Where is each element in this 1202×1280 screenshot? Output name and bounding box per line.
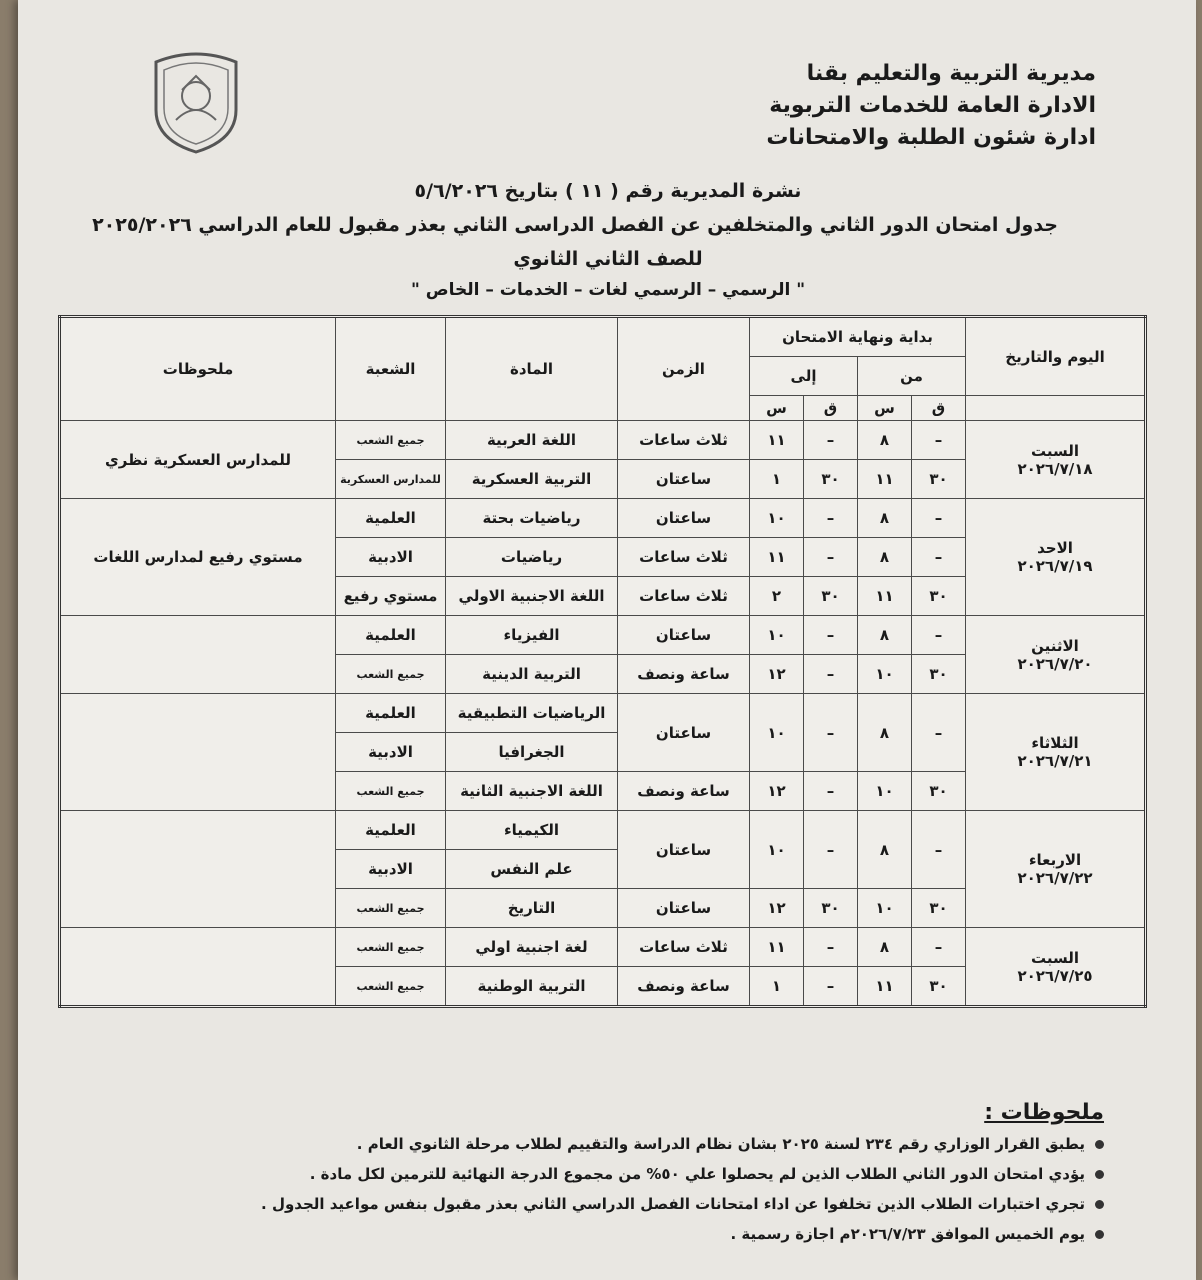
to-minutes: – xyxy=(804,421,858,460)
from-hours: ٨ xyxy=(858,928,912,967)
directorate-header xyxy=(766,58,1096,154)
from-hours: ١٠ xyxy=(858,655,912,694)
header-day-date: اليوم والتاريخ xyxy=(966,317,1146,396)
subject-cell: الكيمياء xyxy=(446,811,618,850)
from-hours: ٨ xyxy=(858,421,912,460)
to-hours: ١٠ xyxy=(750,694,804,772)
to-hours: ١ xyxy=(750,460,804,499)
branch-cell: جميع الشعب xyxy=(336,928,446,967)
header-duration: الزمن xyxy=(618,317,750,421)
to-minutes: – xyxy=(804,928,858,967)
duration-cell: ثلاث ساعات xyxy=(618,538,750,577)
to-hours: ١٠ xyxy=(750,499,804,538)
from-hours: ١١ xyxy=(858,460,912,499)
subject-cell: الجغرافيا xyxy=(446,733,618,772)
duration-cell: ساعة ونصف xyxy=(618,967,750,1007)
remark-cell xyxy=(60,928,336,1007)
subject-cell: رياضيات بحتة xyxy=(446,499,618,538)
to-hours: ٢ xyxy=(750,577,804,616)
to-hours: ١ xyxy=(750,967,804,1007)
from-minutes: ٣٠ xyxy=(912,460,966,499)
table-row xyxy=(60,616,1146,655)
from-minutes: – xyxy=(912,616,966,655)
day-cell: الاثنين ٢٠٢٦/٧/٢٠ xyxy=(966,616,1146,694)
document-page xyxy=(18,0,1196,1280)
duration-cell: ثلاث ساعات xyxy=(618,421,750,460)
subject-cell: التربية الوطنية xyxy=(446,967,618,1007)
branch-cell: العلمية xyxy=(336,694,446,733)
subject-cell: علم النفس xyxy=(446,850,618,889)
header-start-end: بداية ونهاية الامتحان xyxy=(750,317,966,357)
bullet-icon xyxy=(1095,1140,1104,1149)
to-minutes: – xyxy=(804,616,858,655)
subject-cell: التربية العسكرية xyxy=(446,460,618,499)
notes-section xyxy=(104,1100,1104,1255)
bullet-icon xyxy=(1095,1230,1104,1239)
duration-cell: ساعة ونصف xyxy=(618,772,750,811)
subject-cell: الفيزياء xyxy=(446,616,618,655)
duration-cell: ساعتان xyxy=(618,499,750,538)
note-item: يوم الخميس الموافق ٢٠٢٦/٧/٢٣م اجازة رسمية . xyxy=(104,1225,1104,1243)
day-cell: السبت ٢٠٢٦/٧/٢٥ xyxy=(966,928,1146,1007)
branch-cell: العلمية xyxy=(336,616,446,655)
to-minutes: – xyxy=(804,655,858,694)
duration-cell: ساعة ونصف xyxy=(618,655,750,694)
to-hours: ١٢ xyxy=(750,772,804,811)
header-branch: الشعبة xyxy=(336,317,446,421)
note-item: تجري اختبارات الطلاب الذين تخلفوا عن اداء امتحانات الفصل الدراسي الثاني بعذر مقبول بنفس مواعيد الجدول . xyxy=(104,1195,1104,1213)
to-hours: ١٢ xyxy=(750,889,804,928)
bullet-icon xyxy=(1095,1200,1104,1209)
day-cell: الاحد ٢٠٢٦/٧/١٩ xyxy=(966,499,1146,616)
school-types: " الرسمي – الرسمي لغات – الخدمات – الخاص " xyxy=(410,280,806,300)
subject-cell: رياضيات xyxy=(446,538,618,577)
branch-cell: جميع الشعب xyxy=(336,967,446,1007)
duration-cell: ساعتان xyxy=(618,694,750,772)
header-line-3: ادارة شئون الطلبة والامتحانات xyxy=(766,125,1096,150)
remark-cell xyxy=(60,616,336,694)
from-minutes: ٣٠ xyxy=(912,772,966,811)
branch-cell: جميع الشعب xyxy=(336,889,446,928)
to-hours: ١١ xyxy=(750,421,804,460)
from-hours: ١٠ xyxy=(858,772,912,811)
branch-cell: الادبية xyxy=(336,850,446,889)
from-hours: ١٠ xyxy=(858,889,912,928)
from-minutes: – xyxy=(912,499,966,538)
table-row xyxy=(60,421,1146,460)
to-minutes: ٣٠ xyxy=(804,889,858,928)
subject-cell: اللغة العربية xyxy=(446,421,618,460)
from-hours: ٨ xyxy=(858,538,912,577)
day-cell: السبت ٢٠٢٦/٧/١٨ xyxy=(966,421,1146,499)
header-day-blank xyxy=(966,396,1146,421)
from-minutes: – xyxy=(912,421,966,460)
from-hours: ٨ xyxy=(858,499,912,538)
branch-cell: مستوي رفيع xyxy=(336,577,446,616)
from-minutes: ٣٠ xyxy=(912,577,966,616)
header-row xyxy=(60,317,1146,357)
from-hours: ٨ xyxy=(858,811,912,889)
remark-cell xyxy=(60,811,336,928)
header-line-2: الادارة العامة للخدمات التربوية xyxy=(769,93,1096,118)
day-cell: الاربعاء ٢٠٢٦/٧/٢٢ xyxy=(966,811,1146,928)
branch-cell: جميع الشعب xyxy=(336,421,446,460)
duration-cell: ثلاث ساعات xyxy=(618,577,750,616)
from-hours: ١١ xyxy=(858,577,912,616)
remark-cell: مستوي رفيع لمدارس اللغات xyxy=(60,499,336,616)
branch-cell: الادبية xyxy=(336,538,446,577)
from-minutes: ٣٠ xyxy=(912,889,966,928)
from-hours: ٨ xyxy=(858,616,912,655)
duration-cell: ساعتان xyxy=(618,616,750,655)
subject-cell: اللغة الاجنبية الثانية xyxy=(446,772,618,811)
note-item: يؤدي امتحان الدور الثاني الطلاب الذين لم يحصلوا علي ٥٠% من مجموع الدرجة النهائية للترمين لكل مادة . xyxy=(104,1165,1104,1183)
from-hours: ٨ xyxy=(858,694,912,772)
bulletin-title: نشرة المديرية رقم ( ١١ ) بتاريخ ٥/٦/٢٠٢٦ xyxy=(414,180,802,202)
header-from-s: س xyxy=(858,396,912,421)
from-minutes: – xyxy=(912,811,966,889)
branch-cell: للمدارس العسكرية xyxy=(336,460,446,499)
header-to: إلى xyxy=(750,357,858,396)
document-titles xyxy=(92,180,1058,300)
day-cell: الثلاثاء ٢٠٢٦/٧/٢١ xyxy=(966,694,1146,811)
subject-cell: التاريخ xyxy=(446,889,618,928)
duration-cell: ساعتان xyxy=(618,811,750,889)
to-minutes: – xyxy=(804,811,858,889)
from-minutes: – xyxy=(912,928,966,967)
to-hours: ١٢ xyxy=(750,655,804,694)
from-minutes: ٣٠ xyxy=(912,655,966,694)
duration-cell: ساعتان xyxy=(618,889,750,928)
subject-cell: لغة اجنبية اولي xyxy=(446,928,618,967)
schedule-title: جدول امتحان الدور الثاني والمتخلفين عن الفصل الدراسى الثاني بعذر مقبول للعام الدراسي ٢٠٢٥/٢٠٢٦ xyxy=(92,214,1058,236)
to-minutes: – xyxy=(804,694,858,772)
remark-cell: للمدارس العسكرية نظري xyxy=(60,421,336,499)
branch-cell: الادبية xyxy=(336,733,446,772)
header-to-s: س xyxy=(750,396,804,421)
header-line-1: مديرية التربية والتعليم بقنا xyxy=(806,61,1096,86)
bullet-icon xyxy=(1095,1170,1104,1179)
from-minutes: – xyxy=(912,538,966,577)
remark-cell xyxy=(60,694,336,811)
from-minutes: ٣٠ xyxy=(912,967,966,1007)
branch-cell: العلمية xyxy=(336,811,446,850)
table-row xyxy=(60,928,1146,967)
branch-cell: جميع الشعب xyxy=(336,772,446,811)
branch-cell: العلمية xyxy=(336,499,446,538)
subject-cell: التربية الدينية xyxy=(446,655,618,694)
duration-cell: ثلاث ساعات xyxy=(618,928,750,967)
grade-title: للصف الثاني الثانوي xyxy=(513,248,703,270)
exam-schedule-table xyxy=(58,315,1147,1008)
header-subject: المادة xyxy=(446,317,618,421)
to-minutes: ٣٠ xyxy=(804,577,858,616)
notes-title: ملحوظات : xyxy=(984,1100,1104,1125)
header-from: من xyxy=(858,357,966,396)
to-minutes: – xyxy=(804,772,858,811)
to-hours: ١٠ xyxy=(750,616,804,655)
from-hours: ١١ xyxy=(858,967,912,1007)
to-hours: ١١ xyxy=(750,928,804,967)
subject-cell: اللغة الاجنبية الاولي xyxy=(446,577,618,616)
to-minutes: – xyxy=(804,499,858,538)
emblem-seal-icon xyxy=(136,40,256,160)
to-hours: ١٠ xyxy=(750,811,804,889)
to-minutes: – xyxy=(804,538,858,577)
branch-cell: جميع الشعب xyxy=(336,655,446,694)
header-to-q: ق xyxy=(804,396,858,421)
table-row xyxy=(60,811,1146,850)
to-minutes: – xyxy=(804,967,858,1007)
subject-cell: الرياضيات التطبيقية xyxy=(446,694,618,733)
note-item: يطبق القرار الوزاري رقم ٢٣٤ لسنة ٢٠٢٥ بشان نظام الدراسة والتقييم لطلاب مرحلة الثانوي العام . xyxy=(104,1135,1104,1153)
header-from-q: ق xyxy=(912,396,966,421)
from-minutes: – xyxy=(912,694,966,772)
to-minutes: ٣٠ xyxy=(804,460,858,499)
to-hours: ١١ xyxy=(750,538,804,577)
header-notes: ملحوظات xyxy=(60,317,336,421)
table-row xyxy=(60,694,1146,733)
table-row xyxy=(60,499,1146,538)
duration-cell: ساعتان xyxy=(618,460,750,499)
